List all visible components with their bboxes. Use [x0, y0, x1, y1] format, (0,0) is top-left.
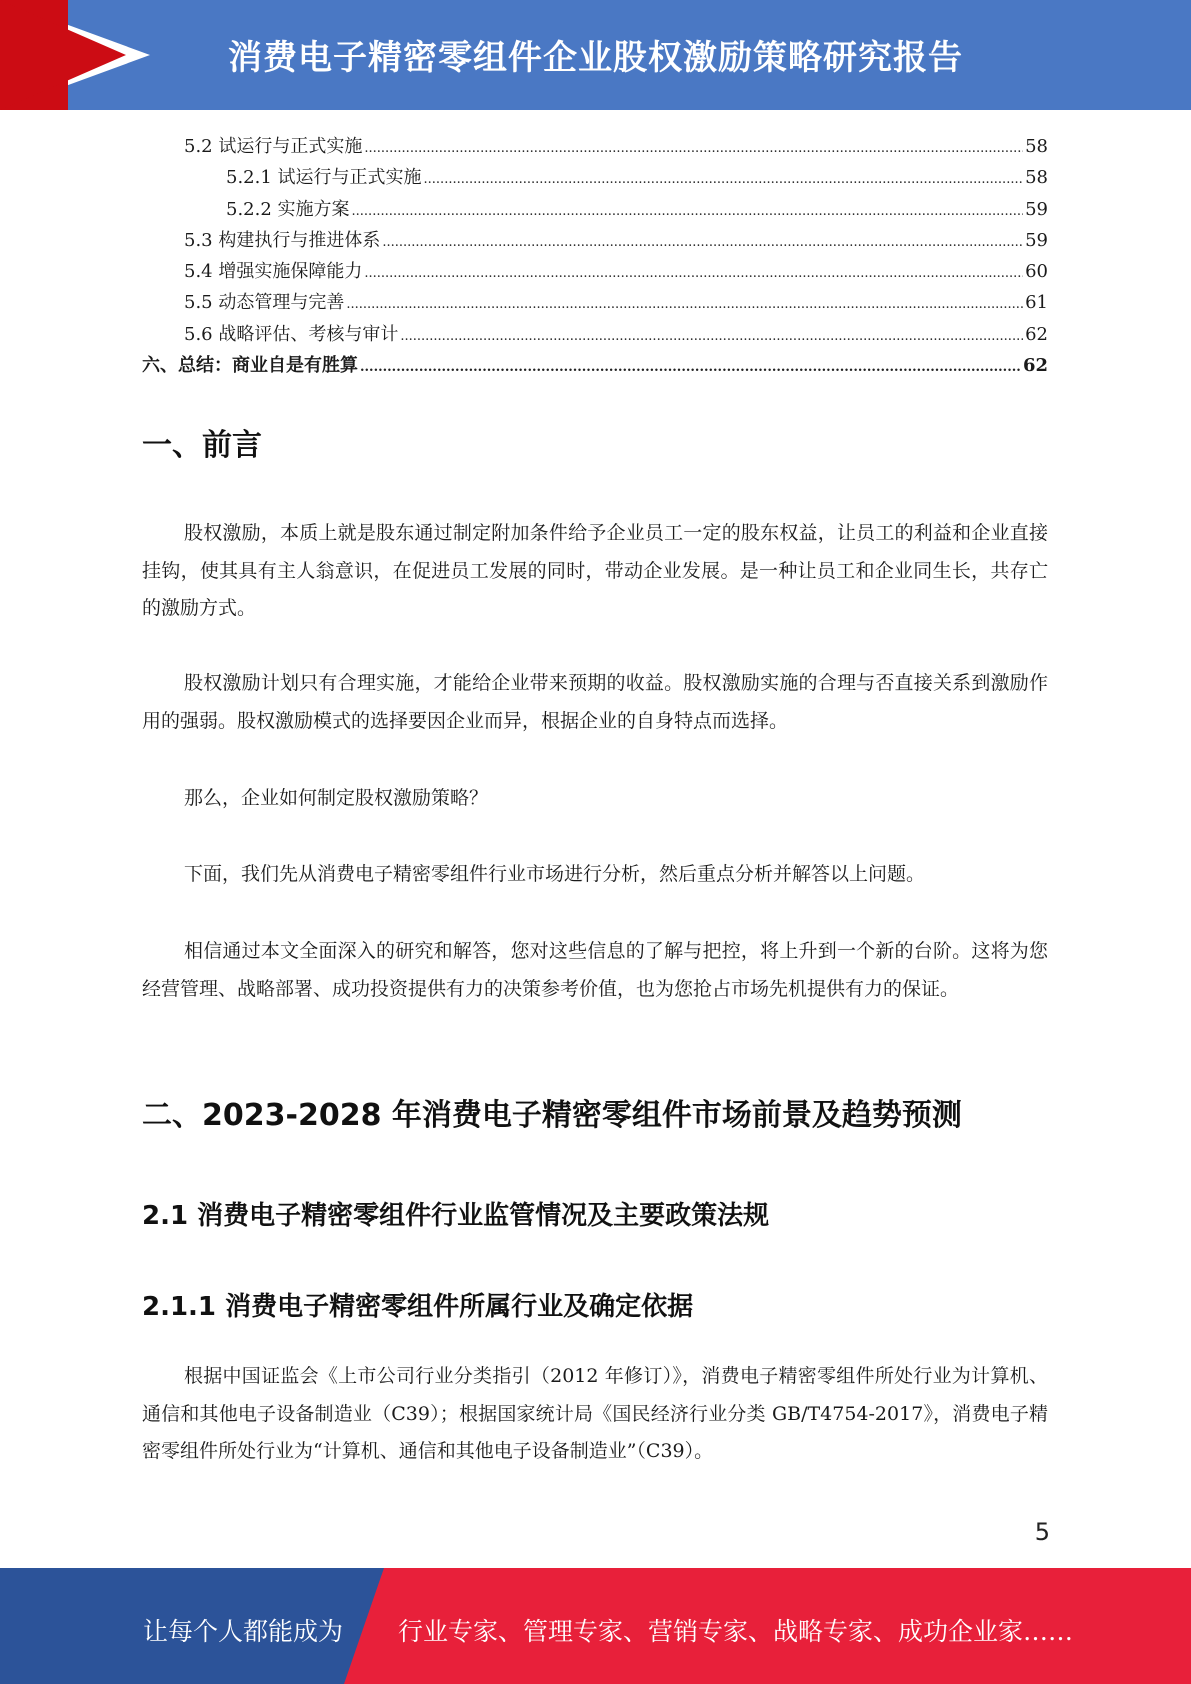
toc-entry-label: 5.3 构建执行与推进体系 — [184, 229, 381, 251]
toc-entry-page: 58 — [1025, 167, 1048, 189]
toc-entry-page: 61 — [1025, 292, 1048, 314]
paragraph: 那么，企业如何制定股权激励策略？ — [184, 787, 489, 809]
toc-entry[interactable] — [142, 225, 1048, 256]
table-of-contents — [142, 131, 1048, 381]
toc-entry-label: 5.2 试运行与正式实施 — [184, 136, 363, 157]
toc-entry[interactable] — [142, 194, 1048, 225]
toc-entry-label: 5.4 增强实施保障能力 — [184, 261, 363, 283]
footer-slogan-right: 行业专家、管理专家、营销专家、战略专家、成功企业家…… — [398, 1617, 1074, 1646]
paragraph: 下面，我们先从消费电子精密零组件行业市场进行分析，然后重点分析并解答以上问题。 — [184, 863, 926, 885]
toc-leader-dots — [364, 258, 1023, 289]
paragraph: 股权激励，本质上就是股东通过制定附加条件给予企业员工一定的股东权益，让员工的利益和企业直接挂钩，使其具有主人翁意识，在促进员工发展的同时，带动企业发展。是一种让员工和企业同生长，共存亡的激励方式。 — [142, 522, 1048, 619]
page-number: 5 — [1034, 1518, 1050, 1546]
toc-entry[interactable] — [142, 162, 1048, 193]
toc-entry-page: 62 — [1025, 323, 1048, 345]
chevron-arrow-icon — [0, 0, 126, 110]
subsection-heading: 2.1 消费电子精密零组件行业监管情况及主要政策法规 — [142, 1201, 770, 1231]
toc-entry-page: 59 — [1025, 198, 1048, 220]
toc-leader-dots — [400, 321, 1023, 352]
toc-entry-page: 62 — [1022, 355, 1048, 377]
paragraph: 根据中国证监会《上市公司行业分类指引（2012 年修订）》，消费电子精密零组件所处行业为计算机、通信和其他电子设备制造业（C39）；根据国家统计局《国民经济行业分类 GB/T4754-2017》，消费电子精密零组件所处行业为“计算机、通信和其他电子设备制造业”（C39）。 — [142, 1365, 1048, 1462]
toc-entry[interactable] — [142, 350, 1048, 381]
toc-entry[interactable] — [142, 131, 1048, 162]
toc-entry-label: 六、总结：商业自是有胜算 — [142, 355, 358, 377]
toc-entry-page: 60 — [1025, 261, 1048, 283]
footer-slogan-left: 让每个人都能成为 — [143, 1617, 344, 1646]
header-banner — [0, 0, 1191, 110]
paragraph: 股权激励计划只有合理实施，才能给企业带来预期的收益。股权激励实施的合理与否直接关系到激励作用的强弱。股权激励模式的选择要因企业而异，根据企业的自身特点而选择。 — [142, 672, 1048, 732]
section-heading-market-outlook: 二、2023-2028 年消费电子精密零组件市场前景及趋势预测 — [142, 1098, 962, 1133]
toc-entry[interactable] — [142, 256, 1048, 287]
toc-entry-label: 5.5 动态管理与完善 — [184, 292, 345, 314]
toc-entry-label: 5.6 战略评估、考核与审计 — [184, 323, 399, 345]
toc-entry[interactable] — [142, 287, 1048, 318]
toc-leader-dots — [424, 164, 1024, 195]
toc-entry-page: 59 — [1025, 229, 1048, 251]
toc-entry[interactable] — [142, 319, 1048, 350]
toc-leader-dots — [346, 289, 1023, 320]
section-heading-preface: 一、前言 — [142, 428, 262, 463]
toc-leader-dots — [352, 196, 1024, 227]
footer-banner — [0, 1568, 1191, 1684]
subsection-heading: 2.1.1 消费电子精密零组件所属行业及确定依据 — [142, 1292, 694, 1322]
toc-leader-dots — [360, 352, 1021, 383]
toc-entry-page: 58 — [1025, 136, 1048, 157]
toc-entry-label: 5.2.2 实施方案 — [226, 198, 350, 220]
toc-leader-dots — [382, 227, 1023, 258]
toc-leader-dots — [364, 133, 1023, 164]
report-title: 消费电子精密零组件企业股权激励策略研究报告 — [228, 38, 963, 78]
toc-entry-label: 5.2.1 试运行与正式实施 — [226, 167, 422, 189]
paragraph: 相信通过本文全面深入的研究和解答，您对这些信息的了解与把控，将上升到一个新的台阶。这将为您经营管理、战略部署、成功投资提供有力的决策参考价值，也为您抢占市场先机提供有力的保证。 — [142, 940, 1048, 1000]
